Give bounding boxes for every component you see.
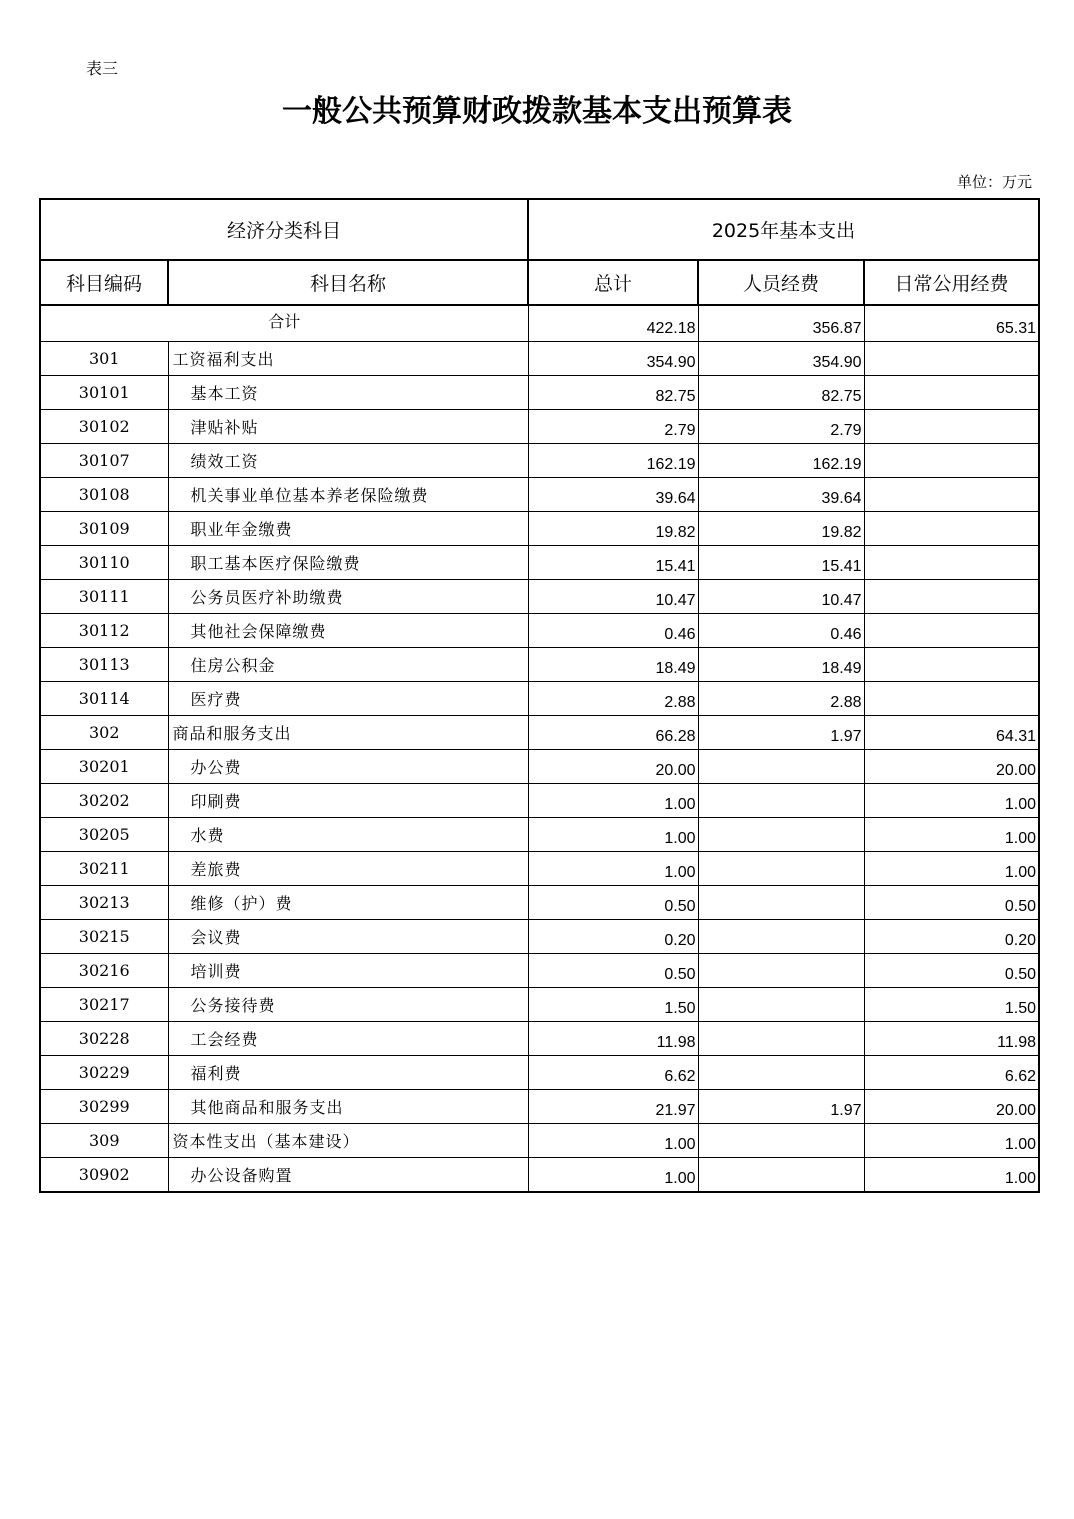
row-public: 20.00 [864, 750, 1039, 784]
table-row [40, 580, 1039, 614]
row-name: 公务员医疗补助缴费 [168, 580, 528, 614]
row-name: 其他社会保障缴费 [168, 614, 528, 648]
row-total: 1.50 [528, 988, 698, 1022]
row-code: 301 [40, 342, 168, 376]
total-personnel: 356.87 [698, 305, 864, 342]
row-name: 办公设备购置 [168, 1158, 528, 1193]
row-personnel [698, 1022, 864, 1056]
row-code: 30107 [40, 444, 168, 478]
row-public: 1.00 [864, 1124, 1039, 1158]
row-name: 其他商品和服务支出 [168, 1090, 528, 1124]
row-personnel: 82.75 [698, 376, 864, 410]
row-name: 水费 [168, 818, 528, 852]
table-row [40, 1158, 1039, 1193]
total-row [40, 305, 1039, 342]
row-personnel: 0.46 [698, 614, 864, 648]
row-name: 会议费 [168, 920, 528, 954]
table-number: 表三 [86, 59, 119, 78]
row-name: 工会经费 [168, 1022, 528, 1056]
unit-label: 单位：万元 [956, 173, 1032, 191]
row-personnel: 18.49 [698, 648, 864, 682]
row-code: 30211 [40, 852, 168, 886]
header-row-columns [40, 260, 1039, 305]
row-personnel: 1.97 [698, 716, 864, 750]
row-total: 0.50 [528, 954, 698, 988]
row-personnel: 354.90 [698, 342, 864, 376]
row-code: 30216 [40, 954, 168, 988]
row-total: 82.75 [528, 376, 698, 410]
row-name: 资本性支出（基本建设） [168, 1124, 528, 1158]
table-row [40, 954, 1039, 988]
row-personnel: 19.82 [698, 512, 864, 546]
row-public: 1.00 [864, 1158, 1039, 1193]
row-code: 30114 [40, 682, 168, 716]
row-total: 6.62 [528, 1056, 698, 1090]
table-row [40, 988, 1039, 1022]
row-personnel: 10.47 [698, 580, 864, 614]
row-public: 64.31 [864, 716, 1039, 750]
row-name: 住房公积金 [168, 648, 528, 682]
row-name: 维修（护）费 [168, 886, 528, 920]
table-row [40, 682, 1039, 716]
row-name: 医疗费 [168, 682, 528, 716]
row-total: 66.28 [528, 716, 698, 750]
table-row [40, 818, 1039, 852]
header-econ-class: 经济分类科目 [40, 199, 528, 260]
row-personnel [698, 784, 864, 818]
row-code: 30201 [40, 750, 168, 784]
row-personnel [698, 750, 864, 784]
row-public [864, 342, 1039, 376]
row-total: 18.49 [528, 648, 698, 682]
row-code: 309 [40, 1124, 168, 1158]
table-row [40, 750, 1039, 784]
total-total: 422.18 [528, 305, 698, 342]
row-code: 30299 [40, 1090, 168, 1124]
row-total: 1.00 [528, 1158, 698, 1193]
row-public: 0.20 [864, 920, 1039, 954]
row-personnel: 1.97 [698, 1090, 864, 1124]
row-total: 19.82 [528, 512, 698, 546]
row-total: 10.47 [528, 580, 698, 614]
row-total: 2.88 [528, 682, 698, 716]
row-public [864, 682, 1039, 716]
row-code: 30113 [40, 648, 168, 682]
row-personnel [698, 818, 864, 852]
row-code: 30205 [40, 818, 168, 852]
row-code: 30902 [40, 1158, 168, 1193]
row-code: 30213 [40, 886, 168, 920]
row-name: 基本工资 [168, 376, 528, 410]
row-total: 1.00 [528, 852, 698, 886]
row-code: 30229 [40, 1056, 168, 1090]
row-personnel [698, 920, 864, 954]
row-code: 302 [40, 716, 168, 750]
row-total: 1.00 [528, 1124, 698, 1158]
table-row [40, 886, 1039, 920]
row-name: 绩效工资 [168, 444, 528, 478]
row-code: 30101 [40, 376, 168, 410]
header-total: 总计 [528, 260, 698, 305]
row-public [864, 614, 1039, 648]
row-public [864, 478, 1039, 512]
row-code: 30202 [40, 784, 168, 818]
table-row [40, 1124, 1039, 1158]
row-code: 30217 [40, 988, 168, 1022]
row-total: 39.64 [528, 478, 698, 512]
table-row [40, 1056, 1039, 1090]
row-total: 0.50 [528, 886, 698, 920]
row-name: 印刷费 [168, 784, 528, 818]
row-name: 职业年金缴费 [168, 512, 528, 546]
row-personnel [698, 1158, 864, 1193]
row-public: 0.50 [864, 886, 1039, 920]
row-name: 机关事业单位基本养老保险缴费 [168, 478, 528, 512]
row-public: 1.00 [864, 818, 1039, 852]
row-public [864, 444, 1039, 478]
table-row [40, 920, 1039, 954]
page-title: 一般公共预算财政拨款基本支出预算表 [282, 94, 792, 129]
table-row [40, 784, 1039, 818]
header-personnel: 人员经费 [698, 260, 864, 305]
row-personnel [698, 954, 864, 988]
row-personnel [698, 988, 864, 1022]
table-row [40, 444, 1039, 478]
row-public: 11.98 [864, 1022, 1039, 1056]
row-code: 30110 [40, 546, 168, 580]
total-public: 65.31 [864, 305, 1039, 342]
row-total: 15.41 [528, 546, 698, 580]
row-name: 培训费 [168, 954, 528, 988]
table-row [40, 648, 1039, 682]
total-label: 合计 [40, 305, 528, 342]
row-public: 6.62 [864, 1056, 1039, 1090]
row-public [864, 546, 1039, 580]
row-personnel: 15.41 [698, 546, 864, 580]
header-row-group [40, 199, 1039, 260]
row-total: 1.00 [528, 818, 698, 852]
table-row [40, 342, 1039, 376]
row-personnel [698, 886, 864, 920]
row-total: 11.98 [528, 1022, 698, 1056]
table-row [40, 614, 1039, 648]
table-row [40, 852, 1039, 886]
row-public [864, 376, 1039, 410]
budget-table [39, 198, 1040, 1193]
row-total: 354.90 [528, 342, 698, 376]
row-total: 0.46 [528, 614, 698, 648]
row-name: 公务接待费 [168, 988, 528, 1022]
row-personnel: 2.88 [698, 682, 864, 716]
row-total: 0.20 [528, 920, 698, 954]
row-public: 1.00 [864, 784, 1039, 818]
row-name: 职工基本医疗保险缴费 [168, 546, 528, 580]
row-public [864, 648, 1039, 682]
header-public: 日常公用经费 [864, 260, 1039, 305]
row-code: 30215 [40, 920, 168, 954]
row-name: 办公费 [168, 750, 528, 784]
row-code: 30102 [40, 410, 168, 444]
row-name: 津贴补贴 [168, 410, 528, 444]
row-name: 商品和服务支出 [168, 716, 528, 750]
row-personnel [698, 1056, 864, 1090]
row-public [864, 410, 1039, 444]
row-code: 30228 [40, 1022, 168, 1056]
row-name: 福利费 [168, 1056, 528, 1090]
table-row [40, 478, 1039, 512]
row-total: 1.00 [528, 784, 698, 818]
table-row [40, 716, 1039, 750]
row-code: 30109 [40, 512, 168, 546]
header-basic-expenditure: 2025年基本支出 [528, 199, 1039, 260]
row-code: 30108 [40, 478, 168, 512]
row-total: 20.00 [528, 750, 698, 784]
row-public: 1.50 [864, 988, 1039, 1022]
row-public: 1.00 [864, 852, 1039, 886]
header-code: 科目编码 [40, 260, 168, 305]
row-personnel [698, 1124, 864, 1158]
row-name: 差旅费 [168, 852, 528, 886]
table-row [40, 410, 1039, 444]
row-personnel: 162.19 [698, 444, 864, 478]
table-row [40, 512, 1039, 546]
row-total: 162.19 [528, 444, 698, 478]
row-total: 2.79 [528, 410, 698, 444]
row-code: 30112 [40, 614, 168, 648]
table-row [40, 376, 1039, 410]
table-row [40, 1090, 1039, 1124]
row-public: 20.00 [864, 1090, 1039, 1124]
row-personnel: 39.64 [698, 478, 864, 512]
row-code: 30111 [40, 580, 168, 614]
row-personnel: 2.79 [698, 410, 864, 444]
row-total: 21.97 [528, 1090, 698, 1124]
row-public [864, 512, 1039, 546]
header-name: 科目名称 [168, 260, 528, 305]
table-row [40, 546, 1039, 580]
table-row [40, 1022, 1039, 1056]
row-public [864, 580, 1039, 614]
row-personnel [698, 852, 864, 886]
row-public: 0.50 [864, 954, 1039, 988]
row-name: 工资福利支出 [168, 342, 528, 376]
